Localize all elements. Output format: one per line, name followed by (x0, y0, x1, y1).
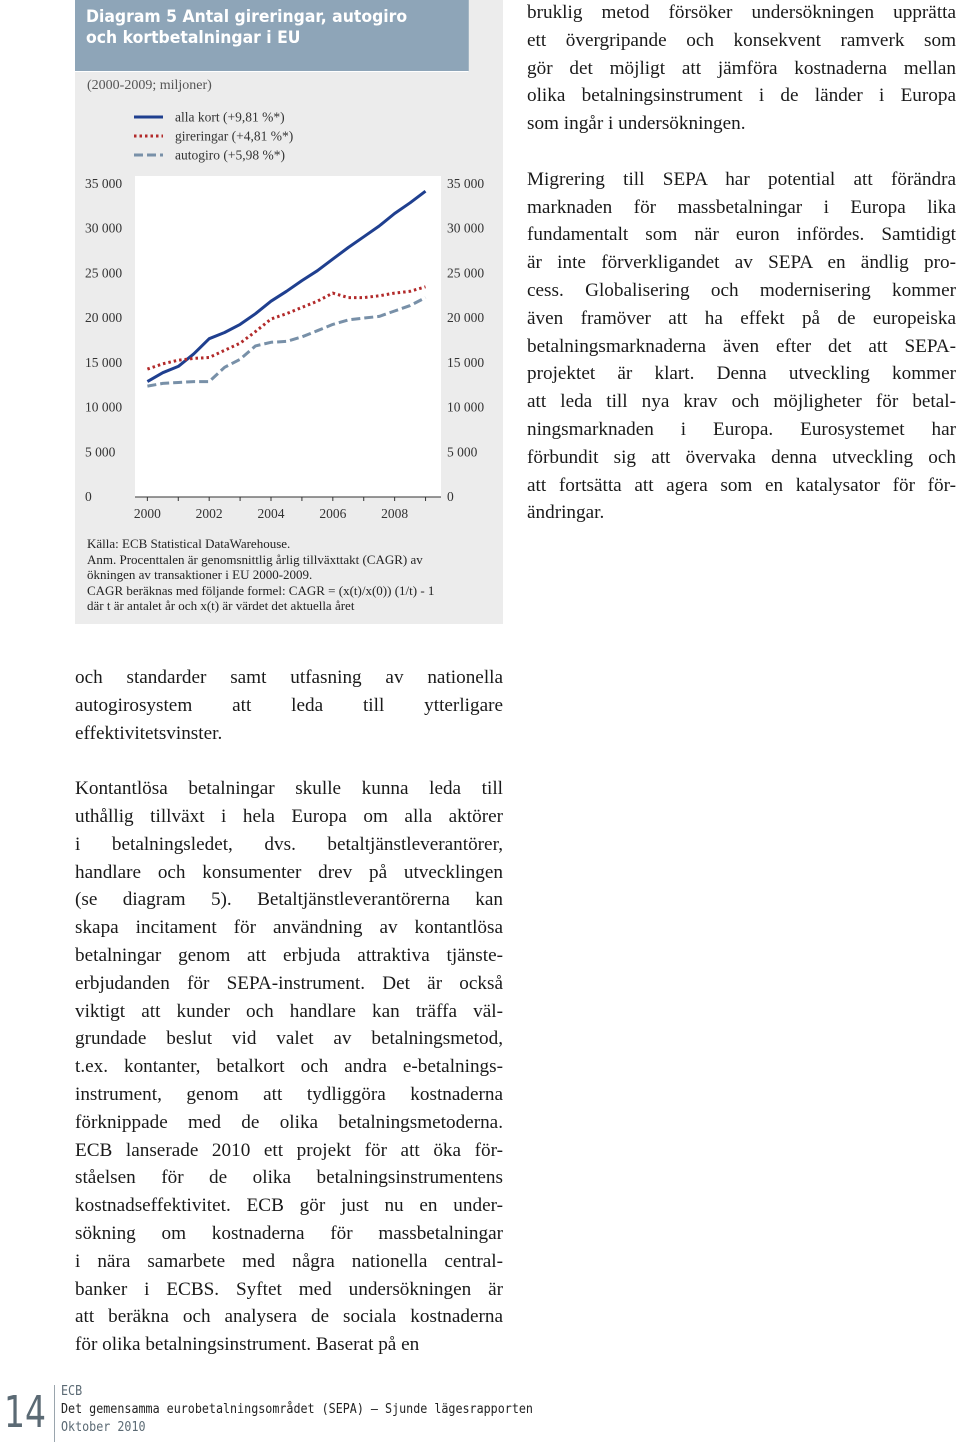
text-line: i nära samarbete med några nationella central- (75, 1250, 503, 1272)
text-line: betalningsmarknaderna även efter det att SEPA- (527, 335, 956, 357)
text-line: ningsmarknaden i Europa. Eurosystemet har (527, 418, 956, 440)
y-tick-label-right: 15 000 (447, 354, 485, 370)
text-line: förbundit sig att övervaka denna utveckling och (527, 446, 956, 468)
figure-title-line-2: och kortbetalningar i EU (86, 28, 301, 48)
figure-note-line: ökningen av transaktioner i EU 2000-2009. (87, 567, 313, 582)
y-tick-label-right: 30 000 (447, 220, 485, 236)
text-line: marknaden för massbetalningar i Europa lika (527, 196, 956, 218)
left-text-column (75, 664, 503, 1359)
right-text-column (527, 0, 956, 527)
text-line: ändringar. (527, 502, 605, 524)
y-tick-label-right: 0 (447, 489, 454, 504)
text-line: ECB lanserade 2010 ett projekt för att öka för- (75, 1139, 503, 1161)
footer-date: Oktober 2010 (61, 1420, 146, 1435)
text-line: som ingår i undersökningen. (527, 113, 746, 135)
text-line: uthållig tillväxt i hela Europa om alla aktörer (75, 805, 503, 827)
text-line: betalningar genom att erbjuda attraktiva tjänste- (75, 944, 503, 966)
footer-publication: Det gemensamma eurobetalningsområdet (SEPA) – Sjunde lägesrapporten (61, 1402, 533, 1417)
figure-note-line: Källa: ECB Statistical DataWarehouse. (87, 536, 291, 551)
text-line: i betalningsledet, dvs. betaltjänstleverantörer, (75, 833, 503, 855)
legend-label-3: autogiro (+5,98 %*) (175, 147, 285, 163)
y-tick-label-right: 5 000 (447, 444, 478, 460)
legend-label-2: gireringar (+4,81 %*) (175, 128, 294, 144)
text-line: skapa incitament för användning av kontantlösa (75, 917, 503, 939)
text-line: (se diagram 5). Betaltjänstleverantörerna kan (75, 889, 503, 911)
text-line: erbjudanden för SEPA-instrument. Det är också (75, 972, 503, 994)
x-tick-label: 2000 (133, 506, 161, 521)
text-line: projektet är klart. Denna utveckling kommer (527, 363, 956, 385)
y-tick-label-left: 0 (85, 489, 92, 504)
figure-panel (75, 0, 503, 624)
right_column-paragraph (527, 0, 956, 138)
text-line: grundade beslut vid valet av betalningsmetod, (75, 1028, 503, 1050)
text-line: instrument, genom att tydliggöra kostnaderna (75, 1083, 503, 1105)
text-line: banker i ECBS. Syftet med undersökningen är (75, 1278, 503, 1300)
text-line: att fortsätta att agera som en katalysator för för- (527, 474, 956, 496)
text-line: olika betalningsinstrument i de länder i Europa (527, 85, 956, 107)
text-line: handlare och konsumenter drev på utvecklingen (75, 861, 503, 883)
page-number: 14 (4, 1387, 46, 1438)
text-line: att beräkna och analysera de sociala kostnaderna (75, 1306, 503, 1328)
figure-title-line-1: Diagram 5 Antal gireringar, autogiro (86, 7, 408, 27)
x-tick-label: 2008 (381, 506, 409, 521)
text-line: fundamentalt som när euron infördes. Samtidigt (527, 224, 956, 246)
y-tick-label-right: 25 000 (447, 265, 485, 281)
footer-org: ECB (61, 1384, 83, 1399)
y-tick-label-left: 10 000 (85, 399, 123, 415)
x-tick-label: 2006 (319, 506, 347, 521)
text-line: Migrering till SEPA har potential att förändra (527, 168, 956, 190)
left_column-paragraph (75, 775, 503, 1359)
text-line: t.ex. kontanter, betalkort och andra e-betalnings- (75, 1056, 503, 1078)
legend-label-1: alla kort (+9,81 %*) (175, 109, 285, 125)
text-line: förknippade med de olika betalningsmetoderna. (75, 1111, 503, 1133)
text-line: är inte förverkligandet av SEPA en ändlig pro- (527, 252, 956, 274)
text-line: kostnadseffektivitet. ECB gör just nu en under- (75, 1195, 503, 1217)
y-tick-label-left: 25 000 (85, 265, 123, 281)
page-footer (61, 1383, 533, 1437)
text-line: ståelsen för de olika betalningsinstrumentens (75, 1167, 503, 1189)
figure-note-line: CAGR beräknas med följande formel: CAGR = (x(t)/x(0)) (1/t) - 1 (87, 582, 435, 598)
footer-rule (54, 1385, 55, 1442)
text-line: autogirosystem att leda till ytterligare (75, 694, 503, 716)
text-line: effektivitetsvinster. (75, 722, 223, 744)
figure-notes (87, 536, 497, 614)
text-line: gör det möjligt att jämföra kostnaderna mellan (527, 57, 956, 79)
y-tick-label-left: 5 000 (85, 444, 116, 460)
x-tick-label: 2004 (257, 506, 285, 521)
line-chart (75, 0, 503, 534)
x-tick-label: 2002 (195, 506, 223, 521)
y-tick-label-right: 20 000 (447, 310, 485, 326)
y-tick-label-right: 10 000 (447, 399, 485, 415)
text-line: bruklig metod försöker undersökningen upprätta (527, 2, 956, 23)
text-line: ett övergripande och konsekvent ramverk som (527, 29, 956, 51)
y-tick-label-left: 35 000 (85, 176, 123, 191)
y-tick-label-left: 15 000 (85, 354, 123, 370)
plot-area (135, 176, 441, 497)
figure-subtitle: (2000-2009; miljoner) (87, 78, 212, 93)
figure-note-line: där t är antalet år och x(t) är värdet det aktuella året (87, 598, 355, 613)
text-line: att leda till nya krav och möjligheter för betal- (527, 391, 956, 413)
text-line: för olika betalningsinstrument. Baserat på en (75, 1334, 420, 1356)
text-line: Kontantlösa betalningar skulle kunna leda till (75, 778, 503, 800)
y-tick-label-left: 30 000 (85, 220, 123, 236)
text-line: och standarder samt utfasning av nationella (75, 667, 503, 688)
left_column-paragraph (75, 664, 503, 747)
text-line: även framöver att ha effekt på de europeiska (527, 307, 956, 329)
figure-note-line: Anm. Procenttalen är genomsnittlig årlig tillväxttakt (CAGR) av (87, 551, 423, 567)
text-line: viktigt att kunder och handlare kan träffa väl- (75, 1000, 503, 1022)
text-line: cess. Globalisering och modernisering kommer (527, 279, 956, 301)
text-line: sökning om kostnaderna för massbetalningar (75, 1222, 503, 1244)
y-tick-label-right: 35 000 (447, 176, 485, 191)
y-tick-label-left: 20 000 (85, 310, 123, 326)
right_column-paragraph (527, 166, 956, 527)
